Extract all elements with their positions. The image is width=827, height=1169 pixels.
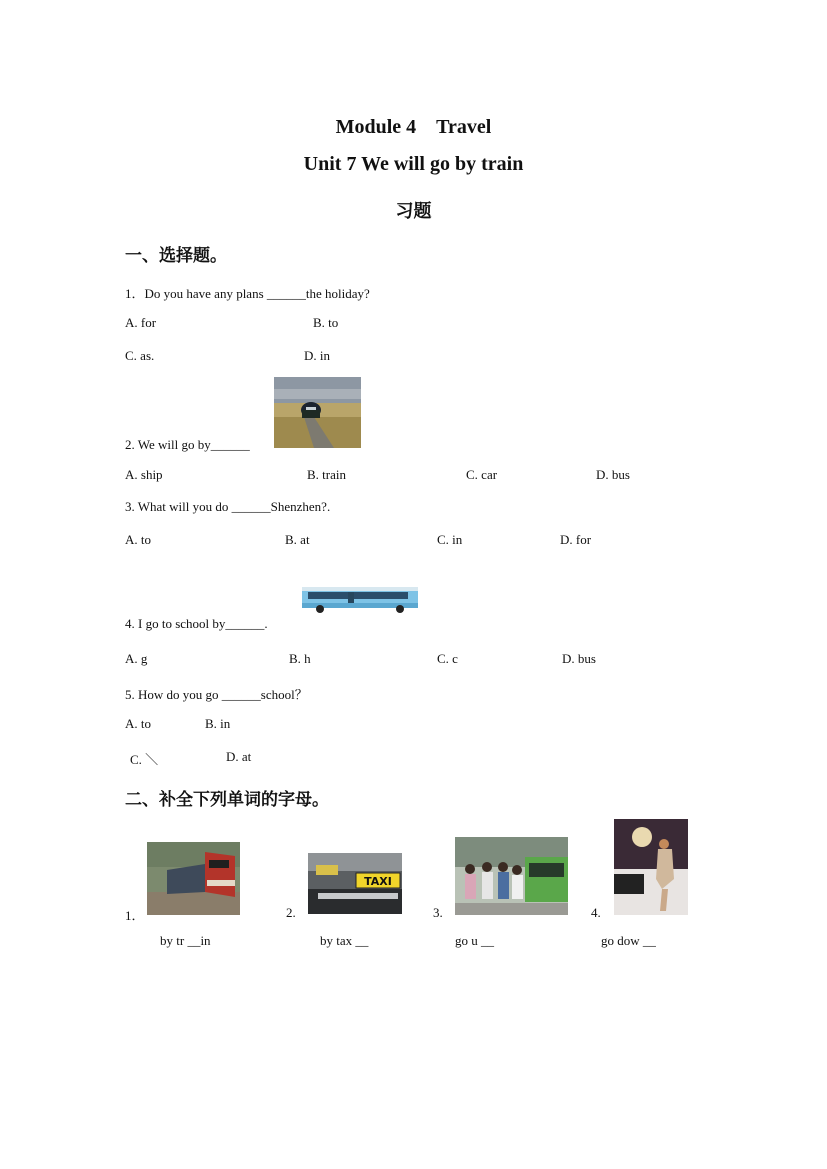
spelling-item-1-answer: by tr __in	[160, 933, 211, 948]
question-1-option-b: B. to	[313, 315, 339, 330]
question-4-option-a: A. g	[125, 651, 148, 666]
question-3-option-b: B. at	[285, 532, 310, 547]
question-2-option-d: D. bus	[596, 467, 630, 482]
section-heading-choice: 一、选择题。	[125, 246, 227, 266]
spelling-item-3-answer: go u __	[455, 933, 494, 948]
svg-text:TAXI: TAXI	[364, 875, 392, 888]
question-4-stem: 4. I go to school by______.	[125, 616, 268, 631]
spelling-item-1-number: 1．	[125, 908, 145, 923]
question-1-option-d: D. in	[304, 348, 330, 363]
question-1-option-a: A. for	[125, 315, 157, 330]
question-5-option-b: B. in	[205, 716, 231, 731]
question-5-stem: 5. How do you go ______school？	[125, 687, 308, 702]
section-heading-spelling: 二、补全下列单词的字母。	[125, 790, 329, 810]
question-4-option-c: C. c	[437, 651, 458, 666]
spelling-item-4-number: 4.	[591, 905, 601, 920]
module-title: Module 4 Travel	[335, 116, 492, 138]
question-2-option-a: A. ship	[125, 467, 163, 482]
spelling-item-3-number: 3.	[433, 905, 443, 920]
question-2-stem: 2. We will go by______	[125, 437, 250, 452]
spelling-item-2-number: 2.	[286, 905, 296, 920]
bus-stop-photo	[455, 837, 568, 915]
car-exit-photo	[614, 819, 688, 915]
question-4-option-b: B. h	[289, 651, 311, 666]
question-3-option-a: A. to	[125, 532, 151, 547]
question-2-option-b: B. train	[307, 467, 346, 482]
question-4-option-d: D. bus	[562, 651, 596, 666]
question-2-option-c: C. car	[466, 467, 498, 482]
question-3-option-d: D. for	[560, 532, 592, 547]
freight-train-photo	[147, 842, 240, 915]
question-5-option-a: A. to	[125, 716, 151, 731]
question-5-option-d: D. at	[226, 749, 252, 764]
spelling-item-2-answer: by tax __	[320, 933, 369, 948]
unit-title: Unit 7 We will go by train	[303, 153, 524, 175]
page-subtitle: 习题	[395, 201, 432, 222]
question-3-stem: 3. What will you do ______Shenzhen?.	[125, 499, 331, 514]
question-1-option-c: C. as.	[125, 348, 155, 363]
bus-photo	[300, 585, 420, 614]
question-1-stem: 1．Do you have any plans ______the holiday?	[125, 286, 370, 301]
question-3-option-c: C. in	[437, 532, 463, 547]
train-photo	[274, 377, 361, 448]
question-5-option-c: C. ＼	[130, 752, 159, 767]
spelling-item-4-answer: go dow __	[601, 933, 656, 948]
taxi-photo	[308, 853, 402, 914]
